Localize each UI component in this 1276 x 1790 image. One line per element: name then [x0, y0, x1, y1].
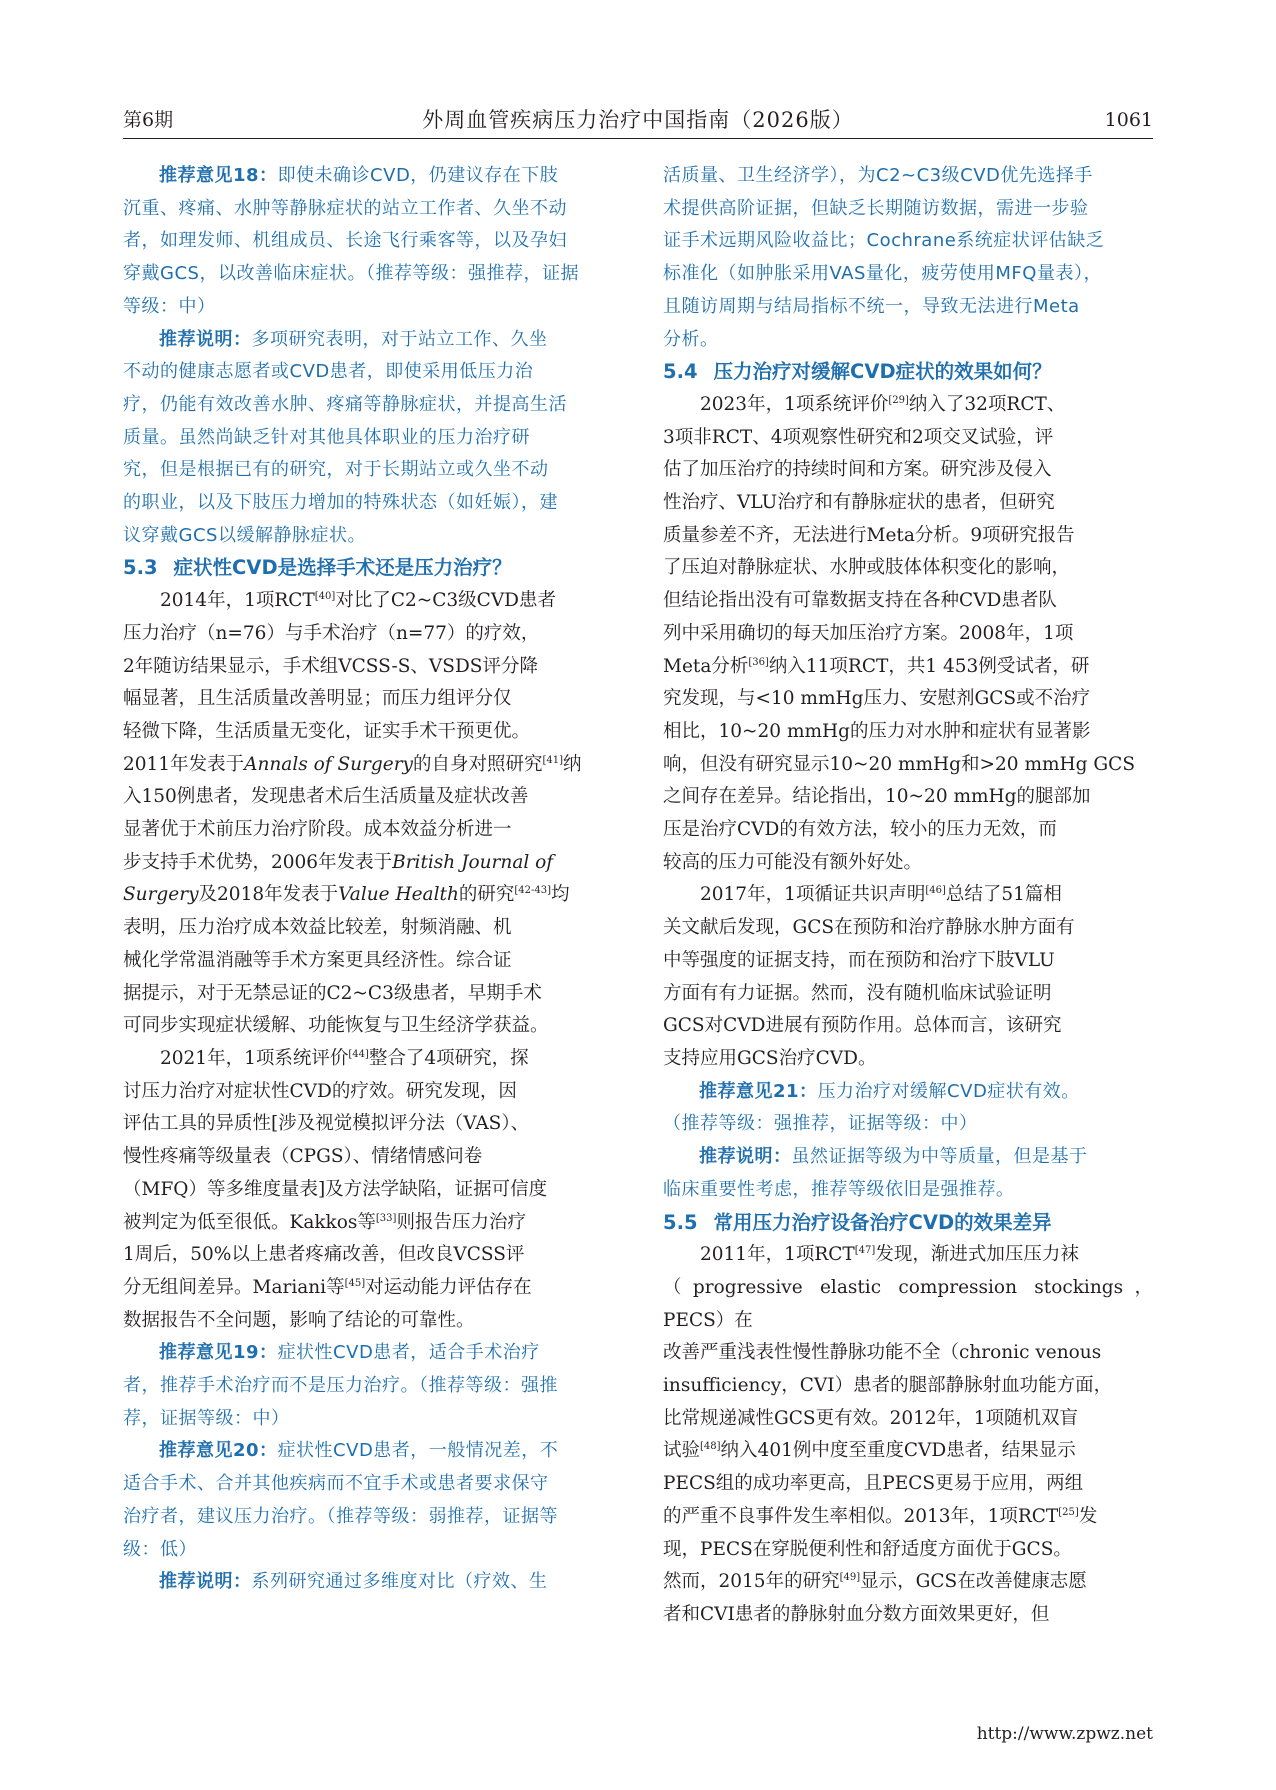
recommendation-note-21	[663, 1141, 1153, 1206]
text-run: 则报告压力治疗 1周后，50%以上患者疼痛改善，但改良VCSS评 分无组间差异。Mariani等	[123, 1211, 526, 1298]
citation: [48]	[700, 1441, 721, 1453]
text-run: 2011年，1项RCT	[700, 1244, 855, 1266]
section-number: 5.4	[663, 360, 698, 384]
text-run: 的自身对照研究	[413, 753, 543, 775]
text-run: 纳入401例中度至重度CVD患者，结果显示 PECS组的成功率更高，且PECS更易于应用，两组 的严重不良事件发生率相似。2013年，1项RCT	[663, 1440, 1084, 1527]
recommendation-note-20-continued: 活质量、卫生经济学），为C2~C3级CVD优先选择手 术提供高阶证据，但缺乏长期随访数据，需进一步验 证手术远期风险收益比；Cochrane系统症状评估缺乏 标准化（如肿胀采用VAS量化，疲劳使用MFQ量表）， 且随访周期与结局指标不统一，导致无法进行Meta 分析。	[663, 165, 1105, 350]
recommendation-text: 症状性CVD患者，一般情况差，不 适合手术、合并其他疾病而不宜手术或患者要求保守 治疗者，建议压力治疗。（推荐等级：弱推荐，证据等 级：低）	[123, 1440, 559, 1560]
citation: [33]	[375, 1212, 397, 1224]
text-run: 2017年，1项循证共识声明	[700, 884, 926, 906]
body-paragraph	[123, 585, 613, 1043]
section-number: 5.5	[663, 1210, 698, 1234]
note-text: 多项研究表明，对于站立工作、久坐 不动的健康志愿者或CVD患者，即使采用低压力治 疗，仍能有效改善水肿、疼痛等静脉症状，并提高生活 质量。虽然尚缺乏针对其他具体职业的压力治疗研 究，但是根据已有的研究，对于长期站立或久坐不动 的职业，以及下肢压力增加的特殊状态（如妊娠），建 议穿戴GCS以缓解静脉症状。	[123, 328, 567, 546]
section-heading-5-5	[663, 1207, 1153, 1240]
text-run: 发现，渐进式加压压力袜 （progressive elastic compression stockings，PECS）在 改善严重浅表性慢性静脉功能不全（chronic venous insufficiency，CVI）患者的腿部静脉射血功能方面， 比常规递减性GCS更有效。2012年，1项随机双盲 试验	[663, 1244, 1153, 1462]
section-title: 常用压力治疗设备治疗CVD的效果差异	[713, 1210, 1052, 1234]
recommendation-text: 症状性CVD患者，适合手术治疗 者，推荐手术治疗而不是压力治疗。（推荐等级：强推 荐，证据等级：中）	[123, 1342, 558, 1429]
journal-name: Annals of Surgery	[244, 753, 413, 775]
body-paragraph	[663, 879, 1153, 1075]
page-number: 1061	[1104, 109, 1153, 131]
text-run: 对比了C2~C3级CVD患者 压力治疗（n=76）与手术治疗（n=77）的疗效， 2年随访结果显示，手术组VCSS-S、VSDS评分降 幅显著，且生活质量改善明显；而压力组评分仅 轻微下降，生活质量无变化，证实手术干预更优。 2011年发表于	[123, 590, 557, 775]
recommendation-text: 压力治疗对缓解CVD症状有效。 （推荐等级：强推荐，证据等级：中）	[663, 1080, 1080, 1135]
citation: [40]	[314, 590, 336, 602]
section-title: 症状性CVD是选择手术还是压力治疗？	[173, 556, 512, 580]
citation: [29]	[888, 394, 909, 406]
body-paragraph	[663, 1239, 1153, 1631]
text-run: 均 表明，压力治疗成本效益比较差，射频消融、机 械化学常温消融等手术方案更具经济性。综合证 据提示，对于无禁忌证的C2~C3级患者，早期手术 可同步实现症状缓解、功能恢复与卫生经济学获益。	[123, 884, 570, 1037]
text-run: 纳入了32项RCT、 3项非RCT、4项观察性研究和2项交叉试验，评 估了加压治疗的持续时间和方案。研究涉及侵入 性治疗、VLU治疗和有静脉症状的患者，但研究 质量参差不齐，无法进行Meta分析。9项研究报告 了压迫对静脉症状、水肿或肢体体积变化的影响， 但结论指出没有可靠数据支持在各种CVD患者队 列中采用确切的每天加压治疗方案。2008年，1项 Meta分析	[663, 393, 1075, 677]
recommendation-20	[123, 1435, 613, 1566]
recommendation-text: 即使未确诊CVD，仍建议存在下肢 沉重、疼痛、水肿等静脉症状的站立工作者、久坐不动 者，如理发师、机组成员、长途飞行乘客等，以及孕妇 穿戴GCS，以改善临床症状。（推荐等级：强推荐，证据 等级：中）	[123, 165, 579, 317]
note-text: 系列研究通过多维度对比（疗效、生	[251, 1571, 548, 1593]
citation: [45]	[344, 1277, 366, 1289]
text-run: 显示，GCS在改善健康志愿 者和CVI患者的静脉射血分数方面效果更好，但	[663, 1571, 1087, 1625]
citation: [25]	[1058, 1506, 1079, 1518]
body-paragraph	[663, 389, 1153, 880]
text-run: 总结了51篇相 关文献后发现，GCS在预防和治疗静脉水肿方面有 中等强度的证据支持，而在预防和治疗下肢VLU 方面有有力证据。然而，没有随机临床试验证明 GCS对CVD进展有预防作用。总体而言，该研究 支持应用GCS治疗CVD。	[663, 884, 1075, 1069]
recommendation-19	[123, 1337, 613, 1435]
text-run: 的研究	[458, 884, 515, 906]
citation: [49]	[839, 1572, 861, 1584]
issue-label: 第6期	[123, 109, 174, 131]
journal-name: Value Health	[338, 884, 459, 906]
note-tag: 推荐说明：	[159, 328, 252, 350]
citation: [44]	[348, 1048, 369, 1060]
recommendation-tag: 推荐意见19：	[159, 1342, 278, 1364]
note-tag: 推荐说明：	[159, 1571, 252, 1593]
recommendation-21	[663, 1076, 1153, 1141]
recommendation-note-20	[123, 1566, 613, 1599]
text-run: 及2018年发表于	[198, 884, 339, 906]
recommendation-tag: 推荐意见21：	[699, 1080, 818, 1102]
text-run: 对运动能力评估存在 数据报告不全问题，影响了结论的可靠性。	[123, 1276, 532, 1331]
recommendation-note-18	[123, 324, 613, 553]
citation: [41]	[542, 754, 564, 766]
section-heading-5-3	[123, 552, 613, 585]
citation: [46]	[925, 885, 946, 897]
running-header	[123, 104, 1153, 139]
citation: [42-43]	[514, 885, 552, 897]
note-text: 虽然证据等级为中等质量，但是基于 临床重要性考虑，推荐等级依旧是强推荐。	[663, 1146, 1088, 1200]
text-run: 纳 入150例患者，发现患者术后生活质量及症状改善 显著优于术前压力治疗阶段。成本效益分析进一 步支持手术优势，2006年发表于	[123, 753, 582, 873]
citation: [36]	[748, 656, 769, 668]
journal-title: 外周血管疾病压力治疗中国指南（2026版）	[422, 108, 854, 132]
text-run: 2023年，1项系统评价	[700, 393, 889, 415]
right-column	[663, 160, 1153, 1632]
recommendation-tag: 推荐意见18：	[159, 165, 278, 186]
text-run: 2014年，1项RCT	[160, 590, 315, 612]
recommendation-18	[123, 160, 613, 324]
text-run: 整合了4项研究，探 讨压力治疗对症状性CVD的疗效。研究发现，因 评估工具的异质性[涉及视觉模拟评分法（VAS）、 慢性疼痛等级量表（CPGS）、情绪情感问卷 （MFQ）等多维度量表]及方法学缺陷，证据可信度 被判定为低至很低。Kakkos等	[123, 1047, 548, 1233]
text-run: 纳入11项RCT，共1 453例受试者，研 究发现，与<10 mmHg压力、安慰剂GCS或不治疗 相比，10~20 mmHg的压力对水肿和症状有显著影 响，但没有研究显示10~20 mmHg和>20 mmHg GCS 之间存在差异。结论指出，10~20 mmHg的腿部加 压是治疗CVD的有效方法，较小的压力无效，而 较高的压力可能没有额外好处。	[663, 655, 1135, 873]
note-tag: 推荐说明：	[699, 1146, 792, 1168]
text-run: 2021年，1项系统评价	[160, 1047, 349, 1069]
section-heading-5-4	[663, 356, 1153, 389]
citation: [47]	[854, 1245, 876, 1257]
section-title: 压力治疗对缓解CVD症状的效果如何？	[713, 360, 1052, 384]
body-paragraph	[123, 1043, 613, 1337]
recommendation-tag: 推荐意见20：	[159, 1440, 278, 1462]
left-column	[123, 160, 613, 1599]
section-number: 5.3	[123, 556, 158, 580]
text-run: 发 现，PECS在穿脱便利性和舒适度方面优于GCS。 然而，2015年的研究	[663, 1505, 1098, 1593]
footer-url: http://www.zpwz.net	[976, 1724, 1153, 1744]
journal-name: British Journal of Surgery	[123, 851, 554, 906]
